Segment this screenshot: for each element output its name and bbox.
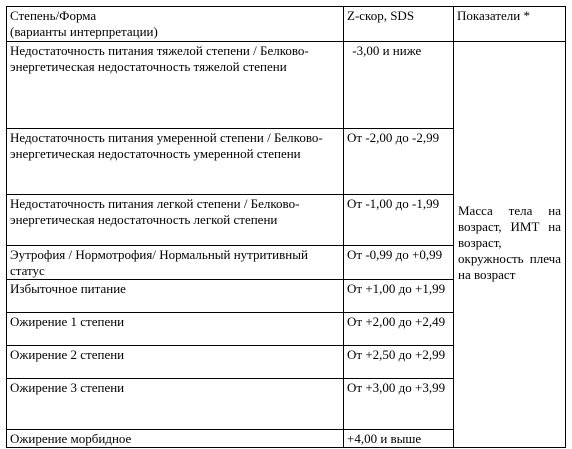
stage-cell: Ожирение 3 степени <box>7 379 344 430</box>
table-row <box>7 42 566 129</box>
stage-cell: Ожирение морбидное <box>7 430 344 448</box>
stage-cell: Избыточное питание <box>7 280 344 313</box>
stage-cell: Ожирение 2 степени <box>7 346 344 379</box>
nutrition-status-table <box>6 6 566 448</box>
header-indicators: Показатели * <box>454 7 566 42</box>
z-score-cell: От +2,00 до +2,49 <box>344 313 454 346</box>
stage-cell: Эутрофия / Нормотрофия/ Нормальный нутритивный статус <box>7 246 344 280</box>
z-score-cell: От -2,00 до -2,99 <box>344 129 454 195</box>
indicators-text: Масса тела на возраст, ИМТ на возраст, окружность плеча на возраст <box>458 203 561 282</box>
z-score-cell: +4,00 и выше <box>344 430 454 448</box>
z-score-cell: От -0,99 до +0,99 <box>344 246 454 280</box>
table-header-row <box>7 7 566 42</box>
stage-cell: Недостаточность питания легкой степени / Белково-энергетическая недостаточность легкой степени <box>7 195 344 246</box>
z-score-cell: -3,00 и ниже <box>344 42 454 129</box>
stage-cell: Ожирение 1 степени <box>7 313 344 346</box>
z-score-cell: От -1,00 до -1,99 <box>344 195 454 246</box>
z-score-cell: От +3,00 до +3,99 <box>344 379 454 430</box>
header-z-score: Z-скор, SDS <box>344 7 454 42</box>
z-score-cell: От +1,00 до +1,99 <box>344 280 454 313</box>
stage-cell: Недостаточность питания умеренной степени / Белково-энергетическая недостаточность умеренной степени <box>7 129 344 195</box>
stage-cell: Недостаточность питания тяжелой степени / Белково-энергетическая недостаточность тяжелой степени <box>7 42 344 129</box>
z-score-cell: От +2,50 до +2,99 <box>344 346 454 379</box>
indicators-cell <box>454 42 566 448</box>
header-stage: Степень/Форма (варианты интерпретации) <box>7 7 344 42</box>
